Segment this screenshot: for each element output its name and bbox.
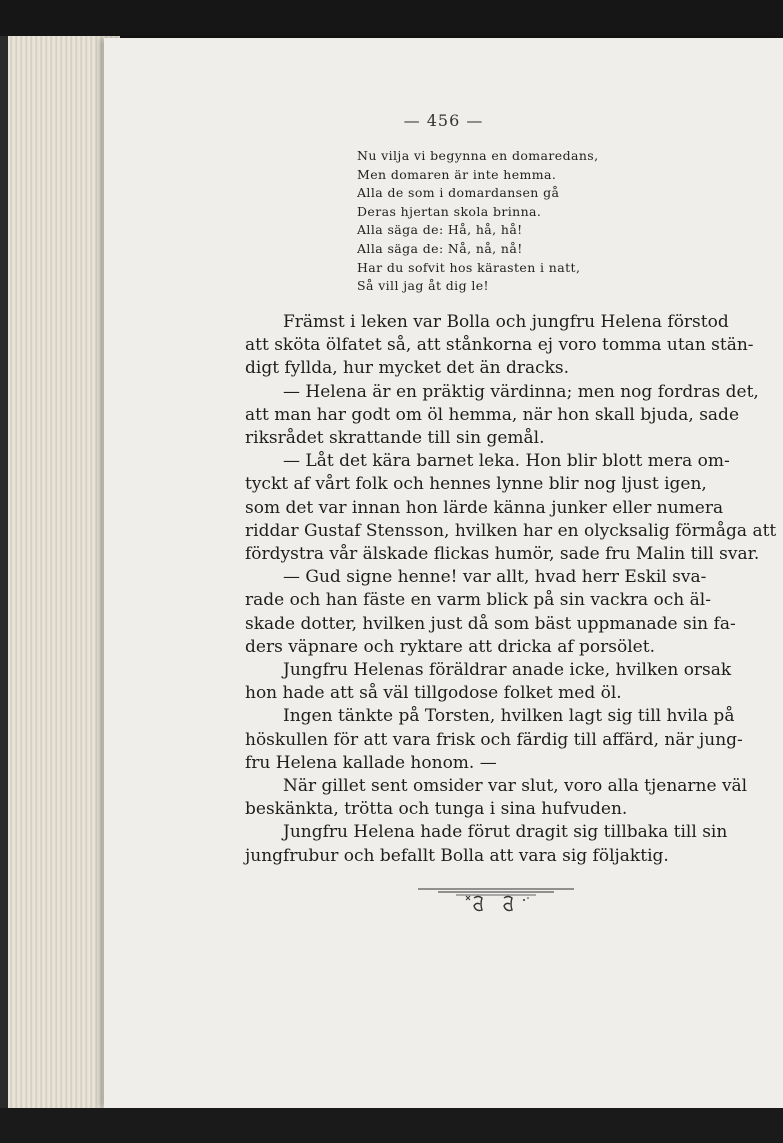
page-number: — 456 — xyxy=(403,111,484,130)
prose-line: skade dotter, hvilken just då som bäst uppmanade sin fa- xyxy=(245,613,736,634)
prose-line: fördystra vår älskade flickas humör, sade fru Malin till svar. xyxy=(245,544,760,565)
prose-line: att man har godt om öl hemma, när hon skall bjuda, sade xyxy=(245,404,740,425)
book-page-edges xyxy=(0,36,120,1121)
prose-line: — Gud signe henne! var allt, hvad herr Eskil sva- xyxy=(283,567,707,588)
prose-line: Främst i leken var Bolla och jungfru Helena förstod xyxy=(283,312,729,332)
prose-line: riksrådet skrattande till sin gemål. xyxy=(245,428,545,449)
verse-line: Har du sofvit hos kärasten i natt, xyxy=(357,259,581,275)
prose-line: ders väpnare och ryktare att dricka af porsölet. xyxy=(245,636,655,657)
verse-line: Så vill jag åt dig le! xyxy=(357,278,489,294)
verse-line: Alla de som i domardansen gå xyxy=(357,185,560,201)
end-ornament-icon xyxy=(416,886,576,916)
prose-line: fru Helena kallade honom. — xyxy=(245,752,497,773)
verse-line: Men domaren är inte hemma. xyxy=(357,166,557,182)
prose-line: jungfrubur och befallt Bolla att vara sig följaktig. xyxy=(245,845,669,866)
verse-line: Alla säga de: Nå, nå, nå! xyxy=(357,240,523,256)
prose-line: När gillet sent omsider var slut, voro alla tjenarne väl xyxy=(283,776,748,797)
prose-line: — Helena är en präktig värdinna; men nog fordras det, xyxy=(283,381,759,402)
scan-top-border xyxy=(0,0,783,36)
prose-line: som det var innan hon lärde känna junker eller numera xyxy=(245,497,724,518)
prose-line: riddar Gustaf Stensson, hvilken har en olycksalig förmåga att xyxy=(245,520,777,541)
verse-line: Nu vilja vi begynna en domaredans, xyxy=(357,148,599,163)
prose-line: Ingen tänkte på Torsten, hvilken lagt sig till hvila på xyxy=(283,706,735,727)
prose-line: digt fyllda, hur mycket det än dracks. xyxy=(245,358,570,379)
prose-line: hon hade att så väl tillgodose folket med öl. xyxy=(245,683,622,704)
prose-line: att sköta ölfatet så, att stånkorna ej voro tomma utan stän- xyxy=(245,335,754,356)
prose-line: Jungfru Helenas föräldrar anade icke, hvilken orsak xyxy=(283,660,732,681)
prose-line: höskullen för att vara frisk och färdig till affärd, när jung- xyxy=(245,729,743,750)
prose-line: Jungfru Helena hade förut dragit sig tillbaka till sin xyxy=(283,822,728,843)
book-page xyxy=(104,38,783,1108)
scan-bottom-border xyxy=(0,1108,783,1143)
prose-block xyxy=(245,311,777,868)
prose-line: rade och han fäste en varm blick på sin vackra och äl- xyxy=(245,590,711,611)
verse-block xyxy=(357,147,657,296)
prose-line: beskänkta, trötta och tunga i sina hufvuden. xyxy=(245,799,628,820)
prose-line: tyckt af vårt folk och hennes lynne blir nog ljust igen, xyxy=(245,474,707,495)
verse-line: Alla säga de: Hå, hå, hå! xyxy=(357,222,523,238)
verse-line: Deras hjertan skola brinna. xyxy=(357,203,542,219)
prose-line: — Låt det kära barnet leka. Hon blir blott mera om- xyxy=(283,451,730,472)
